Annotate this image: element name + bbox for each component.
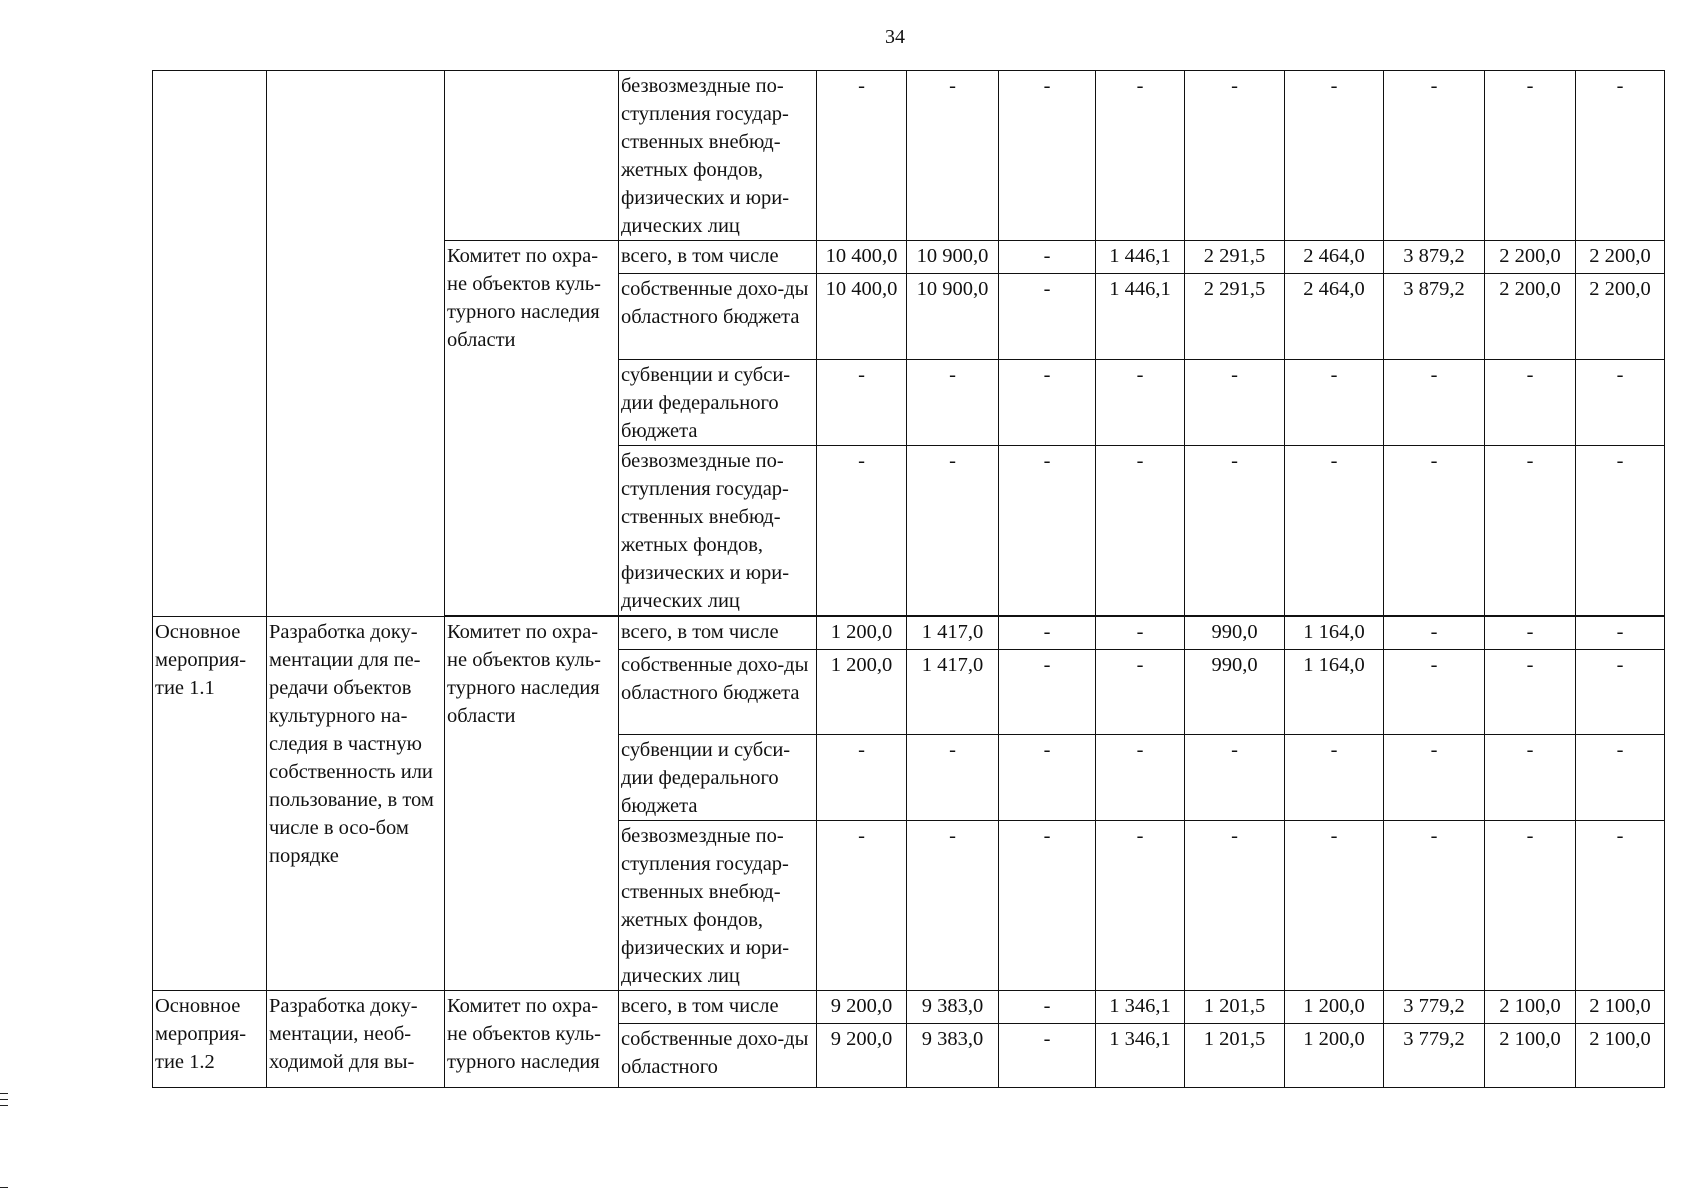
source-label: собственные дохо-ды областного бюджета	[619, 274, 817, 360]
value-cell: -	[1185, 71, 1285, 241]
value-cell: 2 291,5	[1185, 241, 1285, 274]
executor-label: Комитет по охра-не объектов куль-турного наследия области	[445, 617, 619, 991]
value-cell: -	[907, 446, 999, 616]
value-cell: -	[1485, 821, 1576, 991]
measure-name: Основное мероприя-тие 1.1	[153, 617, 267, 991]
source-label: собственные дохо-ды областного	[619, 1024, 817, 1088]
value-cell: -	[1285, 446, 1384, 616]
value-cell: -	[1384, 71, 1485, 241]
value-cell: 1 200,0	[817, 617, 907, 650]
value-cell: 3 779,2	[1384, 991, 1485, 1024]
value-cell: -	[999, 821, 1096, 991]
scan-mark	[0, 1187, 8, 1188]
value-cell: -	[1576, 617, 1665, 650]
measure-description: Разработка доку-ментации для пе-редачи объектов культурного на-следия в частную собственность или пользование, в том числе в осо-бом порядке	[267, 617, 445, 991]
value-cell: 10 400,0	[817, 274, 907, 360]
value-cell: -	[907, 735, 999, 821]
value-cell: -	[1576, 735, 1665, 821]
value-cell: -	[1384, 446, 1485, 616]
value-cell: -	[999, 241, 1096, 274]
scan-mark	[0, 1099, 8, 1100]
value-cell: -	[999, 617, 1096, 650]
value-cell: 3 779,2	[1384, 1024, 1485, 1088]
value-cell: -	[999, 446, 1096, 616]
value-cell: -	[1576, 650, 1665, 735]
executor-label: Комитет по охра-не объектов куль-турного наследия области	[445, 241, 619, 616]
value-cell: -	[1285, 821, 1384, 991]
value-cell: -	[1384, 821, 1485, 991]
value-cell: 3 879,2	[1384, 241, 1485, 274]
value-cell: 2 200,0	[1576, 274, 1665, 360]
value-cell: 990,0	[1185, 617, 1285, 650]
value-cell: -	[1185, 446, 1285, 616]
value-cell: 1 201,5	[1185, 991, 1285, 1024]
value-cell: -	[1485, 617, 1576, 650]
value-cell: 1 200,0	[1285, 1024, 1384, 1088]
budget-table	[152, 70, 1665, 1088]
value-cell: -	[999, 650, 1096, 735]
value-cell: 1 164,0	[1285, 617, 1384, 650]
value-cell: -	[999, 360, 1096, 446]
value-cell: -	[1485, 71, 1576, 241]
value-cell: -	[817, 821, 907, 991]
value-cell: 10 900,0	[907, 274, 999, 360]
value-cell: -	[1096, 446, 1185, 616]
value-cell: 9 200,0	[817, 1024, 907, 1088]
value-cell: 2 200,0	[1576, 241, 1665, 274]
value-cell: 1 446,1	[1096, 274, 1185, 360]
measure-desc-cell	[267, 71, 445, 617]
table-row	[153, 617, 1665, 650]
value-cell: 1 417,0	[907, 617, 999, 650]
value-cell: -	[1384, 735, 1485, 821]
value-cell: -	[1384, 617, 1485, 650]
value-cell: -	[1096, 71, 1185, 241]
value-cell: 9 383,0	[907, 1024, 999, 1088]
source-label: всего, в том числе	[619, 617, 817, 650]
value-cell: 1 346,1	[1096, 1024, 1185, 1088]
page-number: 34	[885, 26, 905, 48]
value-cell: -	[1185, 821, 1285, 991]
table-row	[153, 71, 1665, 241]
value-cell: -	[1096, 650, 1185, 735]
value-cell: 9 383,0	[907, 991, 999, 1024]
value-cell: -	[1485, 735, 1576, 821]
value-cell: 10 900,0	[907, 241, 999, 274]
value-cell: 1 446,1	[1096, 241, 1185, 274]
value-cell: -	[817, 735, 907, 821]
value-cell: -	[1185, 735, 1285, 821]
value-cell: 1 200,0	[817, 650, 907, 735]
measure-description: Разработка доку-ментации, необ-ходимой для вы-	[267, 991, 445, 1088]
value-cell: 990,0	[1185, 650, 1285, 735]
value-cell: -	[1576, 360, 1665, 446]
executor-cell	[445, 71, 619, 241]
value-cell: -	[1576, 821, 1665, 991]
value-cell: -	[1576, 446, 1665, 616]
scan-mark	[0, 1093, 8, 1094]
value-cell: 2 464,0	[1285, 274, 1384, 360]
value-cell: -	[1485, 446, 1576, 616]
value-cell: -	[817, 360, 907, 446]
value-cell: 1 200,0	[1285, 991, 1384, 1024]
value-cell: -	[999, 274, 1096, 360]
value-cell: -	[1384, 360, 1485, 446]
value-cell: -	[1485, 360, 1576, 446]
value-cell: 1 164,0	[1285, 650, 1384, 735]
source-label: собственные дохо-ды областного бюджета	[619, 650, 817, 735]
value-cell: -	[999, 735, 1096, 821]
value-cell: -	[907, 821, 999, 991]
source-label: безвозмездные по-ступления государ-ственных внебюд-жетных фондов, физических и юри-дических лиц	[619, 71, 817, 241]
value-cell: -	[999, 1024, 1096, 1088]
value-cell: 1 346,1	[1096, 991, 1185, 1024]
value-cell: 2 100,0	[1576, 991, 1665, 1024]
value-cell: 3 879,2	[1384, 274, 1485, 360]
scan-mark	[0, 1105, 8, 1106]
value-cell: 2 200,0	[1485, 274, 1576, 360]
value-cell: -	[1096, 821, 1185, 991]
value-cell: 10 400,0	[817, 241, 907, 274]
value-cell: 2 100,0	[1576, 1024, 1665, 1088]
value-cell: -	[1576, 71, 1665, 241]
measure-name-cell	[153, 71, 267, 617]
value-cell: 2 464,0	[1285, 241, 1384, 274]
value-cell: 2 100,0	[1485, 991, 1576, 1024]
source-label: субвенции и субси-дии федерального бюджета	[619, 360, 817, 446]
value-cell: -	[1285, 360, 1384, 446]
value-cell: -	[817, 71, 907, 241]
source-label: безвозмездные по-ступления государ-ственных внебюд-жетных фондов, физических и юри-дических лиц	[619, 821, 817, 991]
source-label: всего, в том числе	[619, 241, 817, 274]
value-cell: -	[1096, 617, 1185, 650]
value-cell: -	[999, 991, 1096, 1024]
value-cell: -	[1185, 360, 1285, 446]
value-cell: 9 200,0	[817, 991, 907, 1024]
source-label: всего, в том числе	[619, 991, 817, 1024]
value-cell: -	[1384, 650, 1485, 735]
table-row	[153, 991, 1665, 1024]
value-cell: -	[1096, 360, 1185, 446]
value-cell: -	[817, 446, 907, 616]
value-cell: 2 291,5	[1185, 274, 1285, 360]
value-cell: -	[999, 71, 1096, 241]
value-cell: 1 417,0	[907, 650, 999, 735]
source-label: субвенции и субси-дии федерального бюджета	[619, 735, 817, 821]
value-cell: 2 100,0	[1485, 1024, 1576, 1088]
value-cell: 2 200,0	[1485, 241, 1576, 274]
value-cell: -	[1285, 735, 1384, 821]
value-cell: 1 201,5	[1185, 1024, 1285, 1088]
value-cell: -	[1285, 71, 1384, 241]
value-cell: -	[1485, 650, 1576, 735]
source-label: безвозмездные по-ступления государ-ственных внебюд-жетных фондов, физических и юри-дических лиц	[619, 446, 817, 616]
value-cell: -	[907, 71, 999, 241]
executor-label: Комитет по охра-не объектов куль-турного наследия	[445, 991, 619, 1088]
value-cell: -	[907, 360, 999, 446]
measure-name: Основное мероприя-тие 1.2	[153, 991, 267, 1088]
value-cell: -	[1096, 735, 1185, 821]
